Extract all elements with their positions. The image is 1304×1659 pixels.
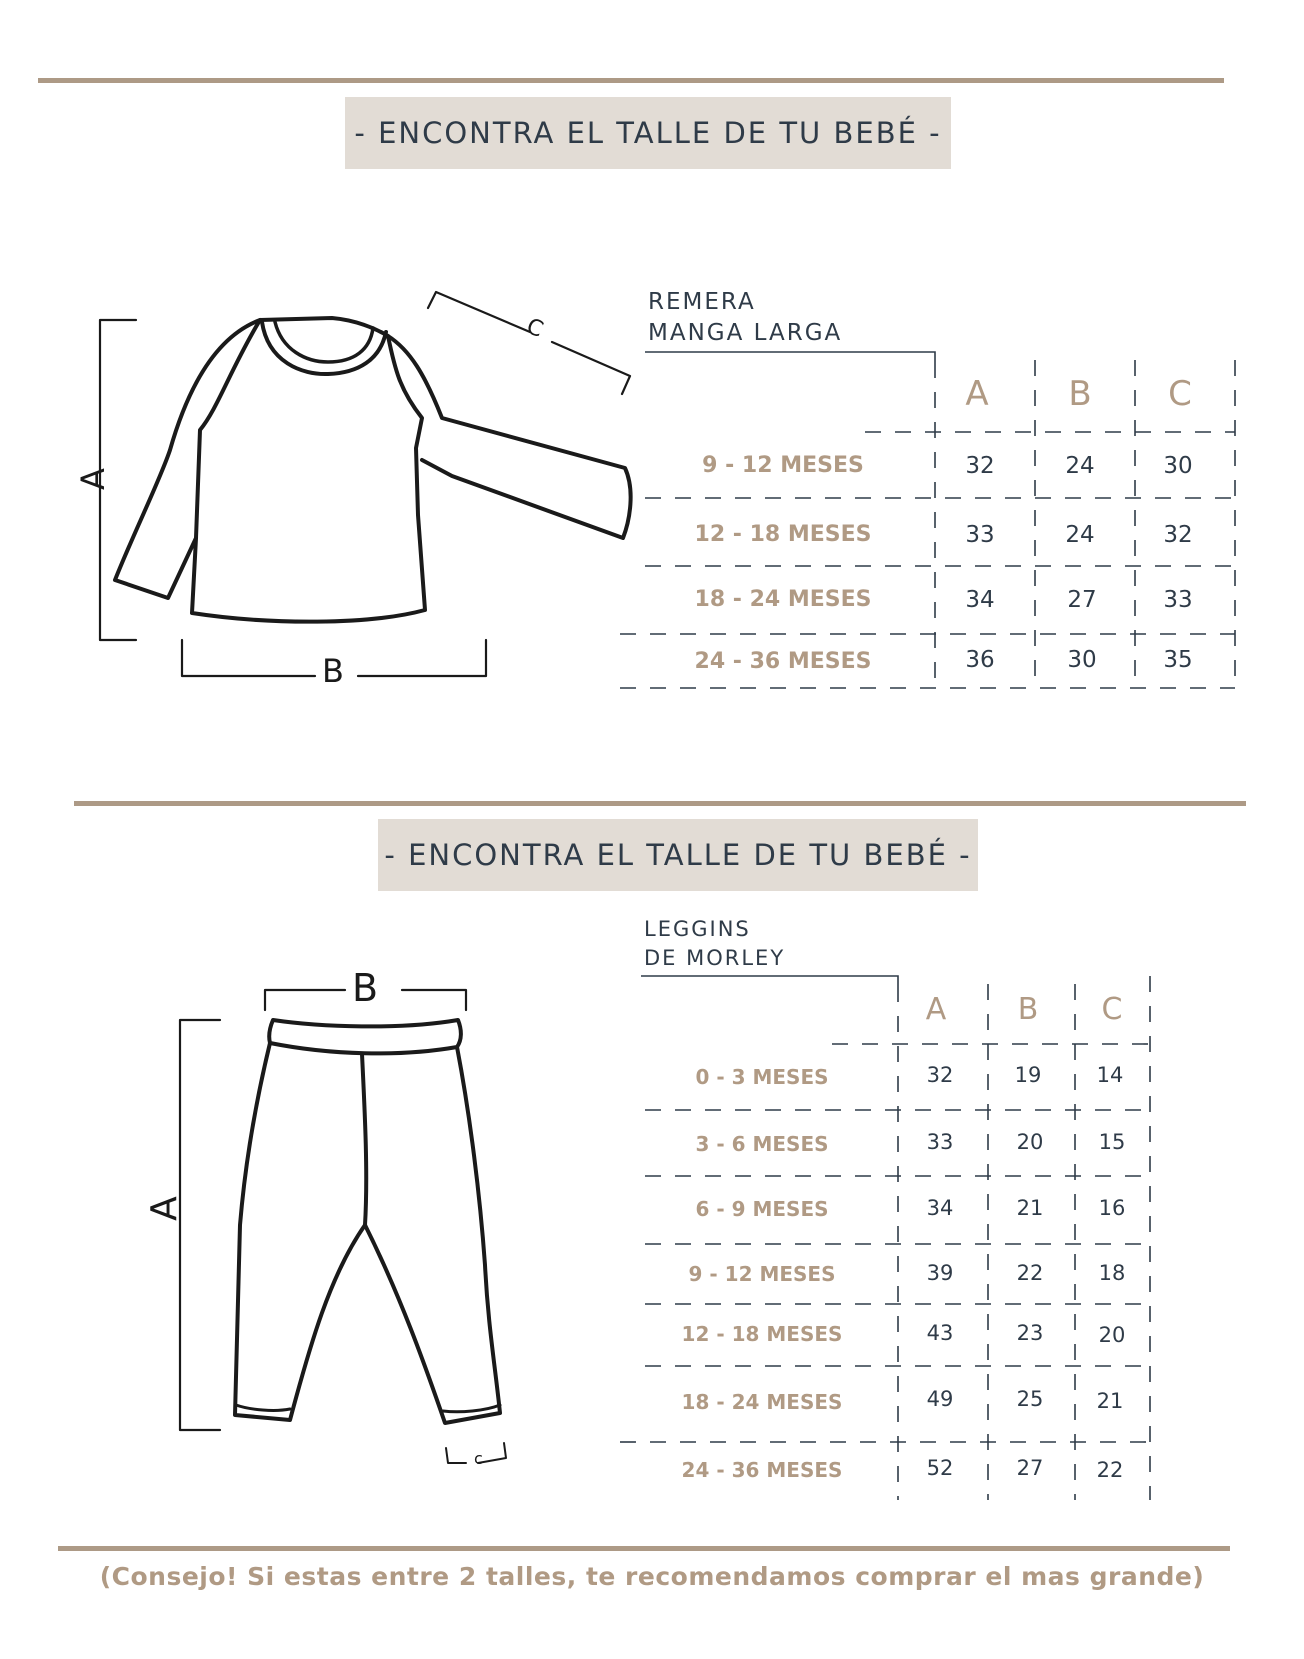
cell-value-a: 32 [965, 453, 995, 479]
row-size-label: 0 - 3 MESES [695, 1065, 829, 1089]
cell-value-b: 25 [1016, 1387, 1044, 1411]
cell-value-b: 21 [1016, 1196, 1044, 1220]
dimension-label-b: B [352, 966, 379, 1010]
row-size-label: 9 - 12 MESES [688, 1262, 836, 1286]
cell-value-b: 20 [1016, 1130, 1044, 1154]
cell-value-a: 49 [926, 1387, 954, 1411]
cell-value-c: 32 [1163, 522, 1193, 548]
cell-value-a: 36 [965, 647, 995, 673]
row-size-label: 12 - 18 MESES [694, 522, 872, 547]
cell-value-b: 23 [1016, 1321, 1044, 1345]
section-banner-title: - ENCONTRA EL TALLE DE TU BEBÉ - [345, 97, 951, 169]
cell-value-b: 27 [1016, 1456, 1044, 1480]
product-name-line: DE MORLEY [644, 946, 786, 970]
cell-value-a: 33 [926, 1130, 954, 1154]
product-name-line: REMERA [648, 289, 756, 315]
row-size-label: 3 - 6 MESES [695, 1132, 829, 1156]
cell-value-b: 19 [1014, 1063, 1042, 1087]
cell-value-a: 34 [965, 587, 995, 613]
row-size-label: 12 - 18 MESES [681, 1322, 843, 1346]
cell-value-c: 18 [1098, 1261, 1126, 1285]
dimension-label-a: A [73, 468, 112, 490]
column-header-a: A [965, 374, 989, 414]
cell-value-c: 22 [1096, 1458, 1124, 1482]
section-divider-bottom [58, 1546, 1230, 1551]
dimension-label-c: c [474, 1449, 483, 1468]
column-header-b: B [1068, 374, 1092, 414]
row-size-label: 6 - 9 MESES [695, 1197, 829, 1221]
row-size-label: 24 - 36 MESES [694, 649, 872, 674]
cell-value-c: 30 [1163, 453, 1193, 479]
cell-value-a: 43 [926, 1321, 954, 1345]
row-size-label: 24 - 36 MESES [681, 1458, 843, 1482]
column-header-b: B [1017, 992, 1039, 1027]
cell-value-b: 22 [1016, 1261, 1044, 1285]
cell-value-c: 33 [1163, 587, 1193, 613]
cell-value-b: 24 [1065, 453, 1095, 479]
dimension-label-a: A [143, 1196, 185, 1221]
column-header-c: C [1168, 374, 1192, 414]
section-banner-title: - ENCONTRA EL TALLE DE TU BEBÉ - [378, 819, 978, 891]
cell-value-c: 14 [1096, 1063, 1124, 1087]
cell-value-c: 20 [1098, 1323, 1126, 1347]
cell-value-a: 32 [926, 1063, 954, 1087]
row-size-label: 9 - 12 MESES [702, 453, 864, 478]
cell-value-c: 21 [1096, 1389, 1124, 1413]
cell-value-c: 15 [1098, 1130, 1126, 1154]
product-name-line: LEGGINS [644, 917, 751, 941]
cell-value-a: 33 [965, 522, 995, 548]
product-name-line: MANGA LARGA [648, 320, 843, 346]
row-size-label: 18 - 24 MESES [694, 587, 872, 612]
column-header-a: A [925, 992, 947, 1027]
cell-value-b: 27 [1067, 587, 1097, 613]
dimension-label-c: C [522, 314, 547, 343]
cell-value-a: 34 [926, 1196, 954, 1220]
cell-value-c: 16 [1098, 1196, 1126, 1220]
dimension-label-b: B [322, 652, 344, 690]
cell-value-a: 39 [926, 1261, 954, 1285]
cell-value-b: 30 [1067, 647, 1097, 673]
cell-value-b: 24 [1065, 522, 1095, 548]
column-header-c: C [1101, 992, 1123, 1027]
cell-value-a: 52 [926, 1456, 954, 1480]
cell-value-c: 35 [1163, 647, 1193, 673]
row-size-label: 18 - 24 MESES [681, 1390, 843, 1414]
footer-tip: (Consejo! Si estas entre 2 talles, te recomendamos comprar el mas grande) [99, 1562, 1205, 1591]
